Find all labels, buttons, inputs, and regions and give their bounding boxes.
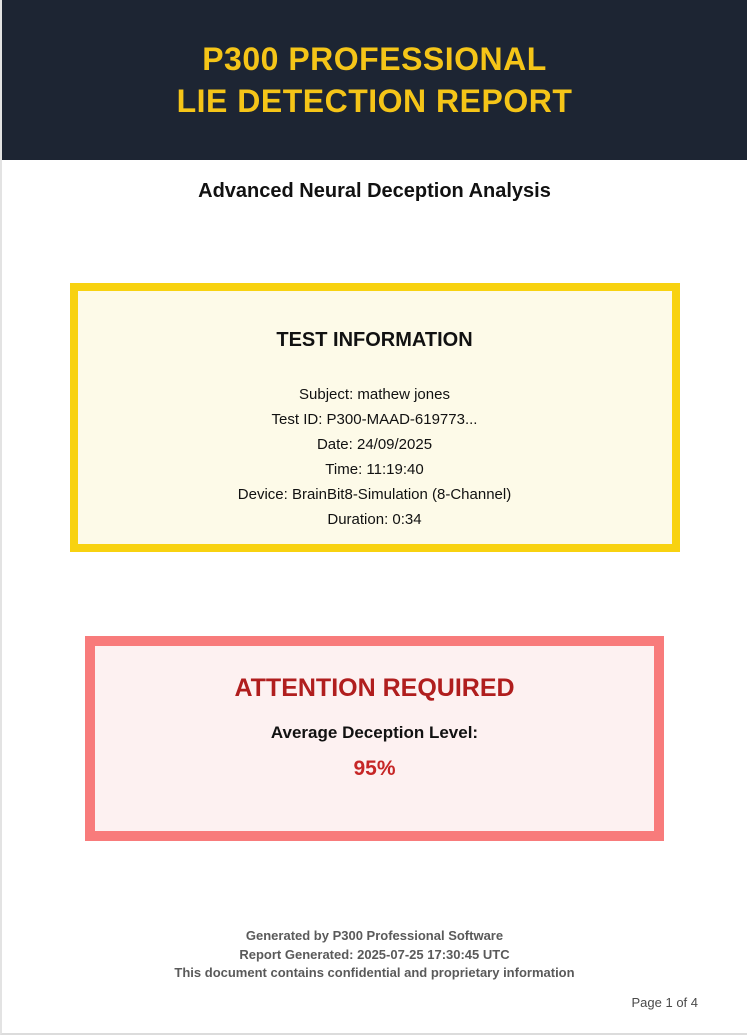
test-information-title: TEST INFORMATION [276, 329, 473, 351]
test-info-subject: Subject: mathew jones [299, 386, 450, 403]
test-information-box [70, 283, 680, 552]
report-header [2, 0, 747, 160]
test-info-test-id: Test ID: P300-MAAD-619773... [271, 411, 478, 428]
report-title-line-1: P300 PROFESSIONAL [202, 40, 547, 77]
attention-required-box [85, 636, 664, 841]
average-deception-level-value: 95% [353, 757, 396, 780]
report-subtitle: Advanced Neural Deception Analysis [198, 180, 551, 202]
page-number: Page 1 of 4 [631, 995, 698, 1010]
test-info-device: Device: BrainBit8-Simulation (8-Channel) [237, 486, 512, 503]
test-info-duration: Duration: 0:34 [327, 511, 422, 528]
report-footer [2, 927, 747, 983]
footer-generated-by: Generated by P300 Professional Software [245, 928, 504, 943]
report-title-line-2: LIE DETECTION REPORT [176, 83, 573, 119]
attention-required-title: ATTENTION REQUIRED [234, 674, 515, 702]
test-info-date: Date: 24/09/2025 [316, 436, 433, 453]
footer-confidentiality-notice: This document contains confidential and proprietary information [174, 965, 575, 980]
footer-report-generated-timestamp: Report Generated: 2025-07-25 17:30:45 UTC [239, 946, 510, 962]
average-deception-level-label: Average Deception Level: [270, 723, 479, 742]
test-info-time: Time: 11:19:40 [325, 461, 424, 478]
